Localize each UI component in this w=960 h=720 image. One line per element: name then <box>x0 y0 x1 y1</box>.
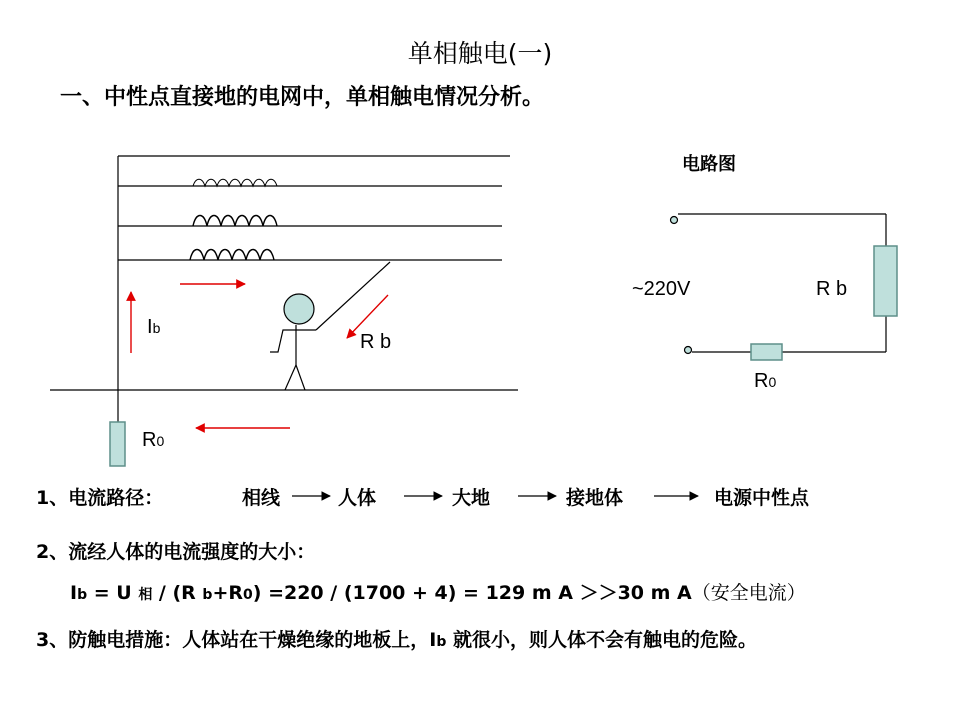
section-heading: 一、中性点直接地的电网中，单相触电情况分析。 <box>60 85 545 110</box>
rb-left-label: R b <box>360 331 392 353</box>
phase-lines <box>118 156 510 260</box>
r0-resistor <box>110 422 125 466</box>
path-step: 大地 <box>452 487 491 509</box>
protection-measure: 3、防触电措施：人体站在干燥绝缘的地板上，Ib 就很小，则人体不会有触电的危险。 <box>36 629 757 651</box>
rb-resistor <box>874 246 897 316</box>
person-figure <box>270 262 390 390</box>
path-step: 相线 <box>242 487 281 509</box>
path-label: 1、电流路径： <box>36 487 164 509</box>
path-step: 人体 <box>338 487 377 509</box>
rb-circuit-label: R b <box>816 278 848 300</box>
path-step: 电源中性点 <box>714 487 810 509</box>
current-formula: Ib = U 相 / (R b+R0) =220 / (1700 + 4) = 129 m A ＞＞30 m A（安全电流） <box>70 582 806 604</box>
r0-circuit-resistor <box>751 344 782 360</box>
ib-label: Ib <box>147 316 161 338</box>
transformer-coils <box>190 179 277 260</box>
page-title: 单相触电(一) <box>407 39 553 68</box>
circuit-title: 电路图 <box>682 154 736 175</box>
equivalent-circuit <box>671 214 887 354</box>
r0-circuit-label: R0 <box>754 370 777 392</box>
path-step: 接地体 <box>566 487 624 509</box>
magnitude-label: 2、流经人体的电流强度的大小： <box>36 541 316 563</box>
voltage-label: ~220V <box>632 278 691 300</box>
r0-left-label: R0 <box>142 429 165 451</box>
current-arrows <box>131 284 388 428</box>
